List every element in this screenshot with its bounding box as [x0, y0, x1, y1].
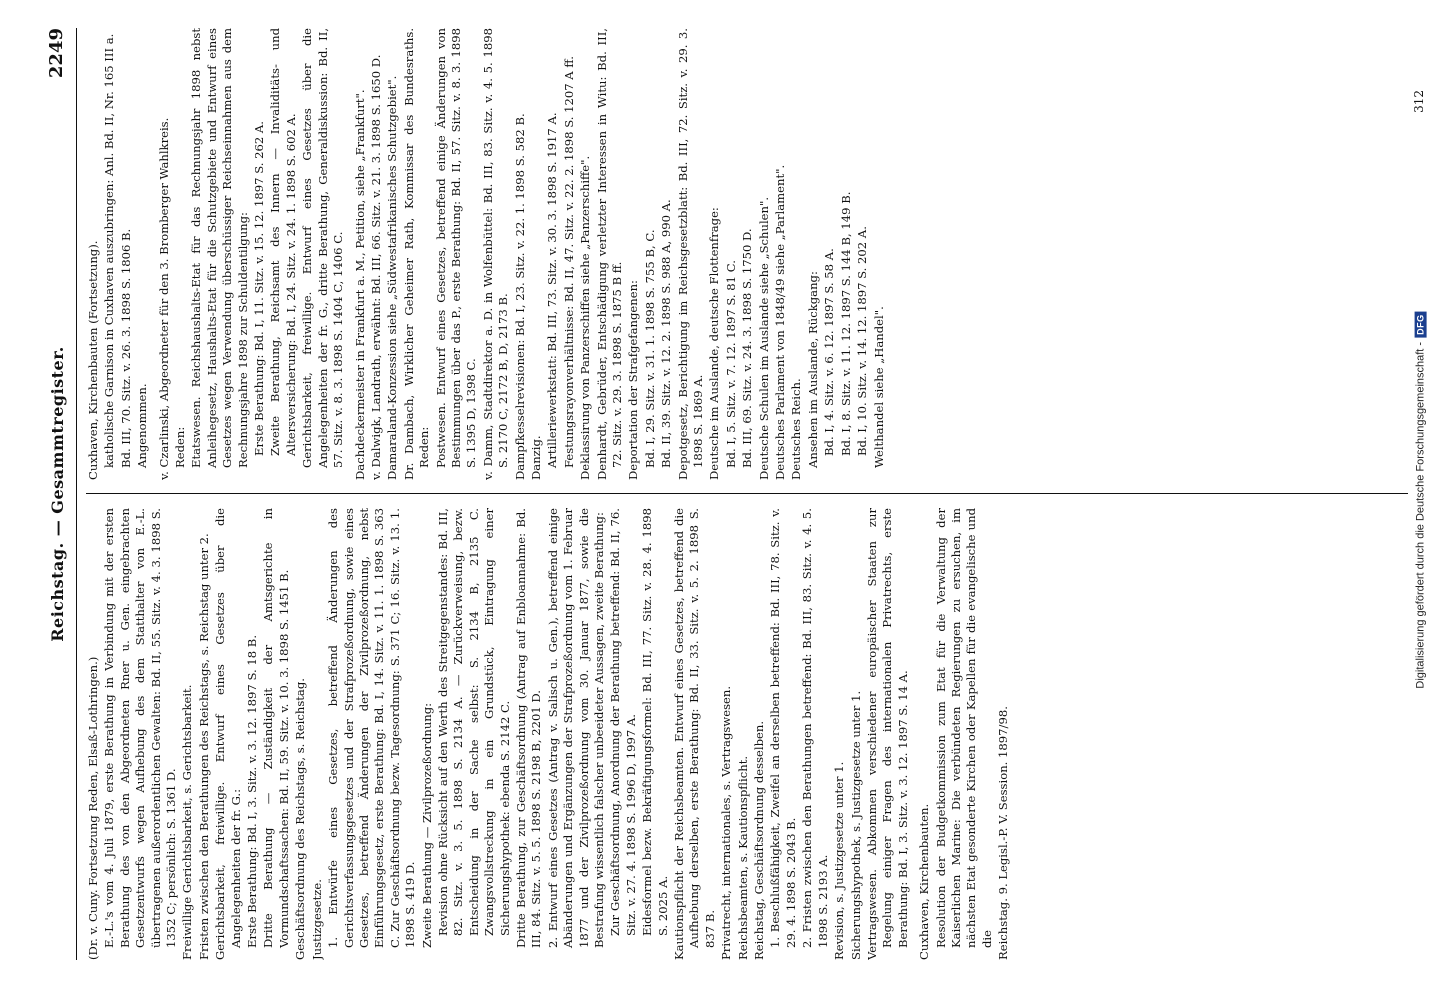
text-line: Danzig.	[528, 435, 543, 480]
text-line: Freiwillige Gerichtsbarkeit, s. Gerichtsbarkeit.	[180, 684, 195, 960]
digitization-text: Digitalisierung gefördert durch die Deutsche Forschungsgemeinschaft -	[1415, 341, 1427, 689]
text-line: Erste Berathung: Bd. I, 3. Sitz. v. 3. 12. 1897 S. 18 B.	[245, 634, 260, 948]
text-line: Bd. II, 39. Sitz. v. 12. 2. 1898 S. 988 A, 990 A.	[659, 199, 674, 468]
text-line: Fristen zwischen den Berathungen des Reichstags, s. Reichstag unter 2.	[196, 533, 211, 960]
text-line: Depotgesetz, Berichtigung im Reichsgesetzblatt: Bd. III, 72. Sitz. v. 29. 3. 1898 S. 1869 A.	[675, 28, 706, 480]
text-line: Postwesen. Entwurf eines Gesetzes, betreffend einige Änderungen von Bestimmungen über das P., erste Berathung: Bd. II, 57. Sitz. v. 8. 3. 1898 S. 1395 D, 1398 C.	[433, 28, 479, 468]
text-line: Gerichtsbarkeit, freiwillige. Entwurf eines Gesetzes über die Angelegenheiten der fr. G.:	[213, 508, 243, 960]
text-line: Reichstag. 9. Legisl.-P. V. Session. 1897/98.	[996, 706, 1011, 960]
text-line: (Dr. v. Cuny. Fortsetzung Reden, Elsaß-Lothringen.)	[86, 656, 100, 960]
digitization-note	[1414, 12, 1428, 988]
text-line: Kautionspflicht der Reichsbeamten. Entwurf eines Gesetzes, betreffend die Aufhebung derselben, erste Berathung: Bd. II, 33. Sitz. v. 5. 2. 1898 S. 837 B.	[672, 508, 717, 960]
text-line: Damaraland-Konzession siehe „Südwestafrikanisches Schutzgebiet".	[385, 75, 400, 480]
running-title: Reichstag. — Gesammtregister.	[48, 346, 67, 642]
text-line: Vertragswesen. Abkommen verschiedener europäischer Staaten zur Regelung einiger Fragen des internationalen Privatrechts, erste Berathung: Bd. I, 3. Sitz. v. 3. 12. 1897 S. 14 A.	[864, 508, 910, 960]
text-line: Revision ohne Rücksicht auf den Werth des Streitgegenstandes: Bd. III, 82. Sitz. v. 3. 5. 1898 S. 2134 A. — Zurückverweisung, bezw. Entscheidung in der Sache selbst: S. 2134 B, 2135 C. Zwangsvollstreckung in ein Grundstück, Eintragung einer Sicherungshypothek: ebenda S. 2142 C.	[435, 508, 512, 936]
text-line: Bd. I, 29. Sitz. v. 31. 1. 1898 S. 755 B, C.	[642, 229, 657, 468]
text-line: katholische Garnison in Cuxhaven auszubringen: Anl. Bd. II, Nr. 165 III a.	[102, 33, 117, 468]
text-line: Deutsches Parlament von 1848/49 siehe „Parlament".	[773, 164, 788, 480]
text-line: v. Damm, Stadtdirektor a. D. in Wolfenbüttel: Bd. III, 83. Sitz. v. 4. 5. 1898 S. 2170 C, 2172 B, D, 2173 B.	[480, 28, 511, 480]
page-number: 2249	[46, 28, 67, 79]
text-line: 2. Fristen zwischen den Berathungen betreffend: Bd. III, 83. Sitz. v. 4. 5. 1898 S. 2193 A.	[800, 508, 830, 948]
footer-number: 312	[1412, 90, 1426, 113]
text-line: Privatrecht, internationales, s. Vertragswesen.	[719, 685, 734, 960]
text-line: Revision, s. Justizgesetze unter 1.	[832, 761, 847, 960]
text-line: Angenommen.	[135, 383, 150, 468]
text-line: Denhardt, Gebrüder, Entschädigung verletzter Interessen in Witu: Bd. III, 72. Sitz. v. 29. 3. 1898 S. 1875 B ff.	[594, 28, 624, 480]
text-line: Dachdeckermeister in Frankfurt a. M., Petition, siehe „Frankfurt".	[352, 89, 367, 480]
text-line: 2. Entwurf eines Gesetzes (Antrag v. Salisch u. Gen.), betreffend einige Abänderungen und Ergänzungen der Strafprozeßordnung vom 1. Februar 1877 und der Zivilprozeßordnung vom 30. Januar 1877, sowie die Bestrafung wissentlich falscher unbeeideter Aussagen, zweite Berathung:	[545, 508, 606, 948]
text-line: Deutsche im Auslande, deutsche Flottenfrage:	[707, 207, 722, 480]
text-line: Dr. Dambach, Wirklicher Geheimer Rath, Kommissar des Bundesraths. Reden:	[401, 28, 432, 480]
text-line: Sicherungshypothek, s. Justizgesetze unter 1.	[848, 690, 863, 960]
text-line: Zur Geschäftsordnung, Anordnung der Berathung betreffend: Bd. II, 76. Sitz. v. 27. 4. 1898 S. 1996 D, 1997 A.	[608, 508, 638, 936]
text-line: Bd. I, 5. Sitz. v. 7. 12. 1897 S. 81 C.	[723, 260, 738, 468]
text-line: Deportation der Strafgefangenen:	[626, 280, 641, 480]
text-line: Etatswesen. Reichshaushalts-Etat für das Rechnungsjahr 1898 nebst Anleihegesetz, Haushalts-Etat für die Schutzgebiete und Entwurf eines Gesetzes wegen Verwendung überschüssiger Reichseinnahmen aus dem Rechnungsjahre 1898 zur Schuldentilgung:	[189, 28, 250, 468]
column-divider	[86, 493, 1408, 494]
two-column-body	[86, 28, 1408, 960]
text-line: Geschäftsordnung des Reichstags, s. Reichstag.	[293, 678, 308, 960]
text-line: Dritte Berathung, zur Geschäftsordnung (Antrag auf Enbloannahme: Bd. III, 84. Sitz. v. 5. 5. 1898 S. 2198 B, 2201 D.	[513, 508, 544, 948]
text-line: Bd. I, 10. Sitz. v. 14. 12. 1897 S. 202 A.	[855, 226, 870, 456]
text-line: Deklassirung von Panzerschiffen siehe „Panzerschiffe".	[578, 155, 593, 480]
text-line: Reichsbeamten, s. Kautionspflicht.	[735, 755, 750, 960]
text-line: Bd. III, 70. Sitz. v. 26. 3. 1898 S. 1806 B.	[118, 228, 133, 468]
text-line: Ansehen im Auslande, Rückgang:	[805, 271, 820, 468]
text-line: Justizgesetze.	[309, 879, 324, 960]
right-column	[86, 28, 1408, 480]
text-line: 1. Beschlußfähigkeit, Zweifel an derselben betreffend: Bd. III, 78. Sitz. v. 29. 4. 1898 S. 2043 B.	[768, 508, 798, 948]
text-line: Reichstag, Geschäftsordnung desselben.	[752, 720, 767, 960]
text-line: Artilleriewerkstatt: Bd. III, 73. Sitz. v. 30. 3. 1898 S. 1917 A.	[545, 112, 560, 468]
text-line: Cuxhaven, Kirchenbauten.	[917, 803, 932, 960]
text-line: v. Czarlinski, Abgeordneter für den 3. Bromberger Wahlkreis.	[156, 117, 171, 480]
text-line: Deutsche Schulen im Auslande siehe „Schulen".	[756, 196, 771, 480]
text-line: Resolution der Budgetkommission zum Etat für die Verwaltung der Kaiserlichen Marine: Die verbündeten Regierungen zu ersuchen, im nächsten Etat gesonderte Kirchen oder Kapellen für die evangelische und die	[933, 508, 994, 948]
text-line: Dampfkesselrevisionen: Bd. I, 23. Sitz. v. 22. 1. 1898 S. 582 B.	[512, 113, 527, 480]
text-line: Eidesformel bezw. Bekräftigungsformel: Bd. III, 77. Sitz. v. 28. 4. 1898 S. 2025 A.	[640, 508, 670, 936]
text-line: v. Dalwigk, Landrath, erwähnt: Bd. III, 66. Sitz. v. 21. 3. 1898 S. 1650 D.	[368, 54, 383, 480]
text-line: Gerichtsbarkeit, freiwillige. Entwurf eines Gesetzes über die Angelegenheiten der fr. G., dritte Berathung, Generaldiskussion: Bd. II, 57. Sitz. v. 8. 3. 1898 S. 1404 C, 1406 C.	[300, 28, 346, 468]
text-line: Bd. I, 4. Sitz. v. 6. 12. 1897 S. 58 A.	[822, 248, 837, 456]
text-line: Welthandel siehe „Handel".	[871, 306, 886, 468]
left-column	[86, 508, 1408, 960]
dfg-logo-icon: DFG	[1415, 311, 1427, 338]
text-line: Bd. III, 69. Sitz. v. 24. 3. 1898 S. 1750 D.	[740, 228, 755, 468]
text-line: E.-L.'s vom 4. Juli 1879, erste Berathung in Verbindung mit der ersten Berathung des von den Abgeordneten Rner u. Gen. eingebrachten Gesetzentwurfs wegen Aufhebung des dem Statthalter von E.-L. übertragenen außerordentlichen Gewalten: Bd. II, 55. Sitz. v. 4. 3. 1898 S. 1352 C; persönlich: S. 1361 D.	[102, 508, 179, 948]
text-line: Cuxhaven, Kirchenbauten (Fortsetzung).	[86, 240, 100, 480]
text-line: Erste Berathung: Bd. I, 11. Sitz. v. 15. 12. 1897 S. 262 A.	[252, 121, 267, 456]
text-line: Dritte Berathung — Zuständigkeit der Amtsgerichte in Vormundschaftssachen: Bd. II, 59. Sitz. v. 10. 3. 1898 S. 1451 B.	[261, 508, 291, 948]
text-line: Zweite Berathung — Zivilprozeßordnung:	[419, 702, 434, 948]
page-header	[32, 28, 77, 960]
text-line: Bd. I, 8. Sitz. v. 11. 12. 1897 S. 144 B, 149 B.	[838, 191, 853, 456]
text-line: Deutsches Reich.	[789, 378, 804, 480]
text-line: 1. Entwürfe eines Gesetzes, betreffend Änderungen des Gerichtsverfassungsgesetzes und der Strafprozeßordnung, sowie eines Gesetzes, betreffend Änderungen der Zivilprozeßordnung, nebst Einführungsgesetz, erste Berathung: Bd. I, 14. Sitz. v. 11. 1. 1898 S. 363 C. Zur Geschäftsordnung bezw. Tagesordnung: S. 371 C; 16. Sitz. v. 13. 1. 1898 S. 419 D.	[326, 508, 418, 948]
text-line: Festungsrayonverhältnisse: Bd. II, 47. Sitz. v. 22. 2. 1898 S. 1207 A ff.	[561, 56, 576, 468]
text-line: Reden:	[173, 426, 188, 468]
text-line: Zweite Berathung, Reichsamt des Innern — Invaliditäts- und Altersversicherung: Bd. I, 24. Sitz. v. 24. 1. 1898 S. 602 A.	[268, 28, 298, 456]
